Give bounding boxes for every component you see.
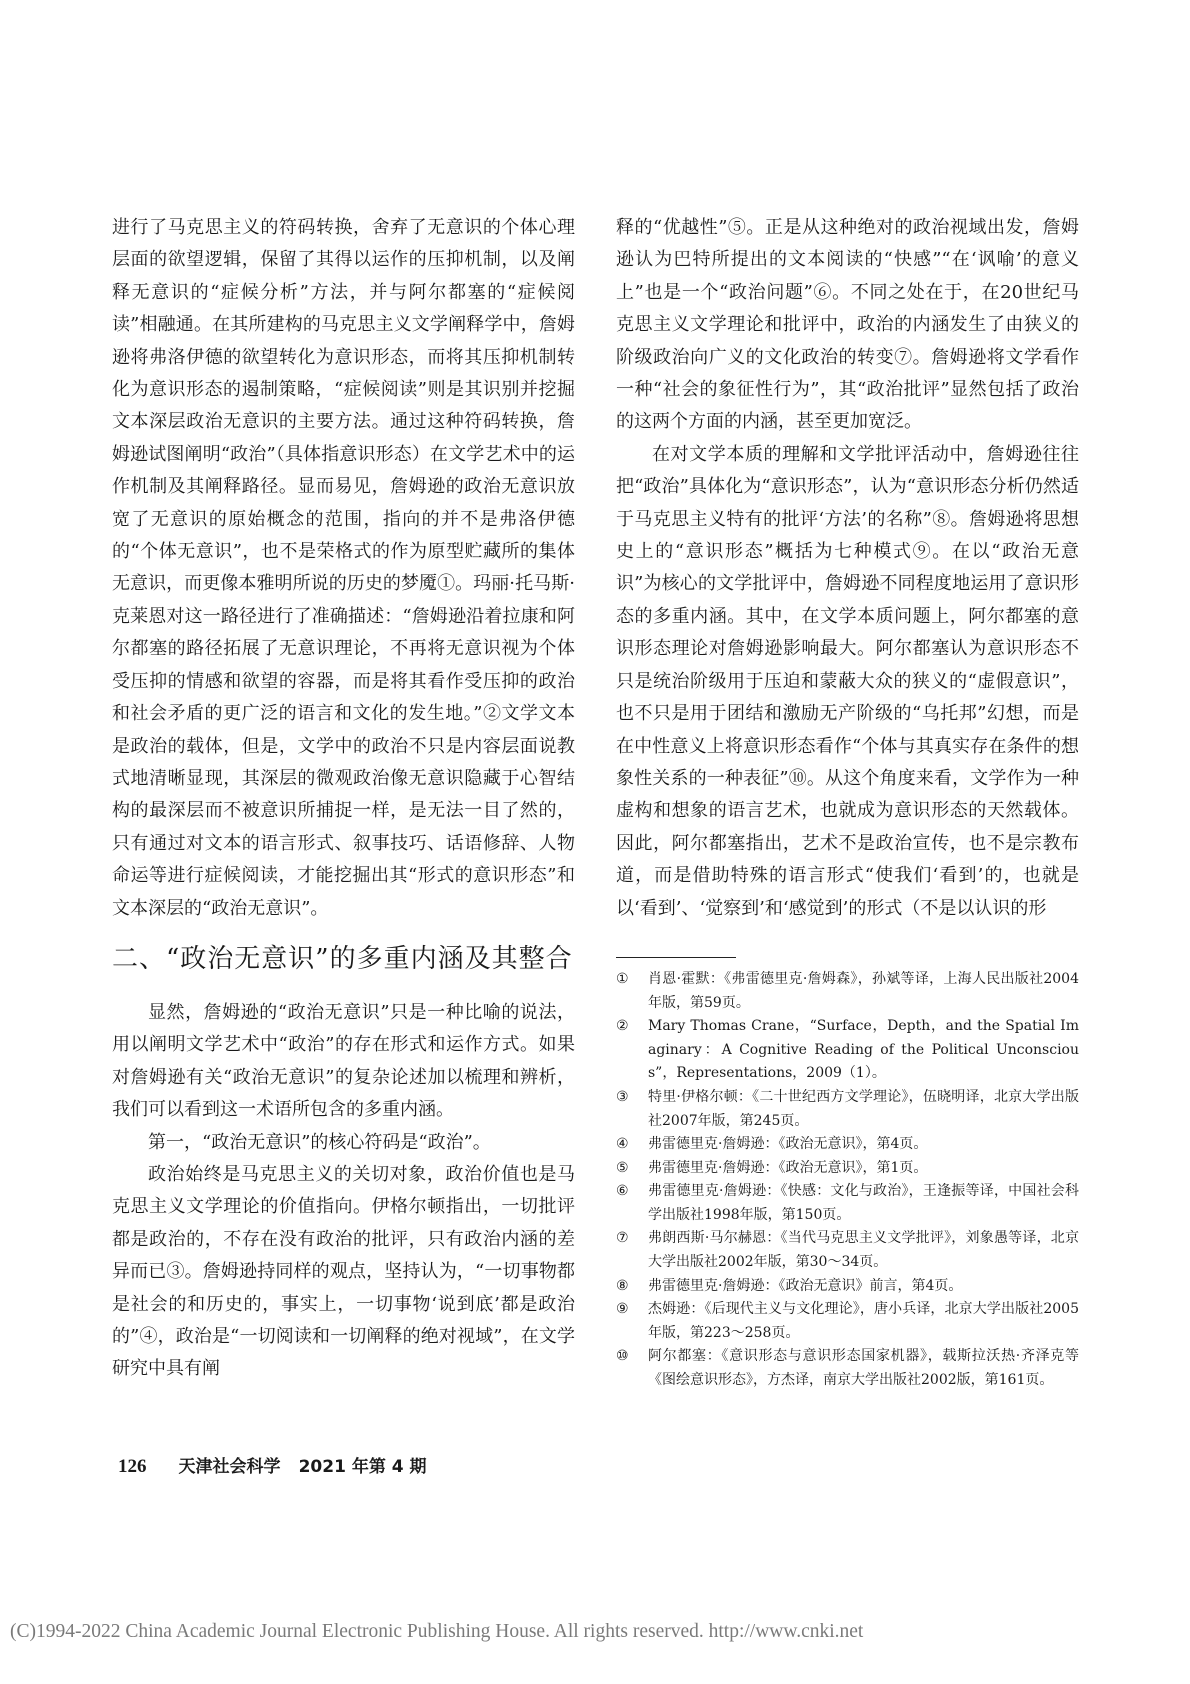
footnote-text: 杰姆逊：《后现代主义与文化理论》，唐小兵译，北京大学出版社2005年版，第223～258页。 <box>648 1301 1079 1341</box>
footnote-text: 弗雷德里克·詹姆逊：《政治无意识》，第1页。 <box>648 1159 928 1176</box>
body-paragraph: 释的“优越性”⑤。正是从这种绝对的政治视域出发，詹姆逊认为巴特所提出的文本阅读的“快感”“在‘讽喻’的意义上”也是一个“政治问题”⑥。不同之处在于，在20世纪马克思主义文学理论和批评中，政治的内涵发生了由狭义的阶级政治向广义的文化政治的转变⑦。詹姆逊将文学看作一种“社会的象征性行为”，其“政治批评”显然包括了政治的这两个方面的内涵，甚至更加宽泛。 <box>616 217 1079 433</box>
footnote <box>616 968 1079 1015</box>
footnote-mark: ① <box>616 970 629 987</box>
footnote-text: 肖恩·霍默：《弗雷德里克·詹姆森》，孙斌等译，上海人民出版社2004年版，第59页。 <box>648 970 1079 1011</box>
footnote <box>616 1275 1079 1299</box>
footnote <box>616 1133 1079 1157</box>
section-heading: 二、“政治无意识”的多重内涵及其整合 <box>112 943 573 974</box>
footnote <box>616 1180 1079 1227</box>
footnote-mark: ⑦ <box>616 1230 629 1247</box>
issue-label: 2021 年第 4 期 <box>298 1457 427 1477</box>
copyright-notice: (C)1994-2022 China Academic Journal Electronic Publishing House. All rights reserved. http://www.cnki.net <box>10 1621 864 1642</box>
footnote-mark: ⑩ <box>616 1348 629 1365</box>
footnote-mark: ⑥ <box>616 1183 629 1200</box>
footnote <box>616 1157 1079 1181</box>
footnote <box>616 1015 1079 1086</box>
page-number: 126 <box>118 1456 147 1477</box>
left-column <box>112 212 575 1386</box>
body-paragraph: 在对文学本质的理解和文学批评活动中，詹姆逊往往把“政治”具体化为“意识形态”，认为“意识形态分析仍然适于马克思主义特有的批评‘方法’的名称”⑧。詹姆逊将思想史上的“意识形态”概括为七种模式⑨。在以“政治无意识”为核心的文学批评中，詹姆逊不同程度地运用了意识形态的多重内涵。其中，在文学本质问题上，阿尔都塞的意识形态理论对詹姆逊影响最大。阿尔都塞认为意识形态不只是统治阶级用于压迫和蒙蔽大众的狭义的“虚假意识”，也不只是用于团结和激励无产阶级的“乌托邦”幻想，而是在中性意义上将意识形态看作“个体与其真实存在条件的想象性关系的一种表征”⑩。从这个角度来看，文学作为一种虚构和想象的语言艺术，也就成为意识形态的天然载体。因此，阿尔都塞指出，艺术不是政治宣传，也不是宗教布道，而是借助特殊的语言形式“使我们‘看到’的，也就是以‘看到’、‘觉察到’和‘感觉到’的形式（不是以认识的形 <box>616 443 1079 919</box>
footnote-mark: ⑧ <box>616 1277 629 1294</box>
footnote <box>616 1298 1079 1345</box>
footnote-list <box>616 968 1079 1393</box>
footnote-mark: ③ <box>616 1088 629 1105</box>
footnote-mark: ⑨ <box>616 1301 629 1318</box>
footnote-text: 弗雷德里克·詹姆逊：《政治无意识》，第4页。 <box>648 1136 928 1153</box>
footnote-text: 弗雷德里克·詹姆逊：《政治无意识》前言，第4页。 <box>648 1277 963 1294</box>
page-footer <box>118 1454 427 1479</box>
footnote <box>616 1086 1079 1133</box>
footnote-text: 特里·伊格尔顿：《二十世纪西方文学理论》，伍晓明译，北京大学出版社2007年版，第245页。 <box>648 1088 1079 1129</box>
footnote-divider <box>616 957 736 958</box>
body-paragraph: 显然，詹姆逊的“政治无意识”只是一种比喻的说法，用以阐明文学艺术中“政治”的存在形式和运作方式。如果对詹姆逊有关“政治无意识”的复杂论述加以梳理和辨析，我们可以看到这一术语所包含的多重内涵。 <box>112 1001 575 1121</box>
journal-name: 天津社会科学 <box>178 1457 281 1477</box>
body-paragraph: 进行了马克思主义的符码转换，舍弃了无意识的个体心理层面的欲望逻辑，保留了其得以运作的压抑机制，以及阐释无意识的“症候分析”方法，并与阿尔都塞的“症候阅读”相融通。在其所建构的马克思主义文学阐释学中，詹姆逊将弗洛伊德的欲望转化为意识形态，而将其压抑机制转化为意识形态的遏制策略，“症候阅读”则是其识别并挖掘文本深层政治无意识的主要方法。通过这种符码转换，詹姆逊试图阐明“政治”（具体指意识形态）在文学艺术中的运作机制及其阐释路径。显而易见，詹姆逊的政治无意识放宽了无意识的原始概念的范围，指向的并不是弗洛伊德的“个体无意识”，也不是荣格式的作为原型贮藏所的集体无意识，而更像本雅明所说的历史的梦魇①。玛丽·托马斯·克莱恩对这一路径进行了准确描述：“詹姆逊沿着拉康和阿尔都塞的路径拓展了无意识理论，不再将无意识视为个体受压抑的情感和欲望的容器，而是将其看作受压抑的政治和社会矛盾的更广泛的语言和文化的发生地。”②文学文本是政治的载体，但是，文学中的政治不只是内容层面说教式地清晰显现，其深层的微观政治像无意识隐藏于心智结构的最深层而不被意识所捕捉一样，是无法一目了然的，只有通过对文本的语言形式、叙事技巧、话语修辞、人物命运等进行症候阅读，才能挖掘出其“形式的意识形态”和文本深层的“政治无意识”。 <box>112 217 575 919</box>
body-paragraph: 第一，“政治无意识”的核心符码是“政治”。 <box>148 1131 491 1153</box>
footnote-text: 弗雷德里克·詹姆逊：《快感：文化与政治》，王逢振等译，中国社会科学出版社1998年版，第150页。 <box>648 1183 1079 1223</box>
footnote-text: 阿尔都塞：《意识形态与意识形态国家机器》，载斯拉沃热·齐泽克等《图绘意识形态》，方杰译，南京大学出版社2002版，第161页。 <box>648 1348 1079 1389</box>
right-column <box>616 212 1079 1393</box>
footnote-text: Mary Thomas Crane，“Surface，Depth，and the Spatial Imaginary：A Cognitive Reading of the Political Unconscious”，Representations，2009（1）。 <box>648 1018 1079 1082</box>
footnote <box>616 1345 1079 1392</box>
body-paragraph: 政治始终是马克思主义的关切对象，政治价值也是马克思主义文学理论的价值指向。伊格尔顿指出，一切批评都是政治的，不存在没有政治的批评，只有政治内涵的差异而已③。詹姆逊持同样的观点，坚持认为，“一切事物都是社会的和历史的，事实上，一切事物‘说到底’都是政治的”④，政治是“一切阅读和一切阐释的绝对视域”，在文学研究中具有阐 <box>112 1163 575 1380</box>
footnote-mark: ⑤ <box>616 1159 629 1176</box>
footnote-mark: ④ <box>616 1136 629 1153</box>
footnote-mark: ② <box>616 1018 629 1035</box>
footnote-text: 弗朗西斯·马尔赫恩：《当代马克思主义文学批评》，刘象愚等译，北京大学出版社2002年版，第30～34页。 <box>648 1230 1079 1271</box>
footnote <box>616 1227 1079 1274</box>
